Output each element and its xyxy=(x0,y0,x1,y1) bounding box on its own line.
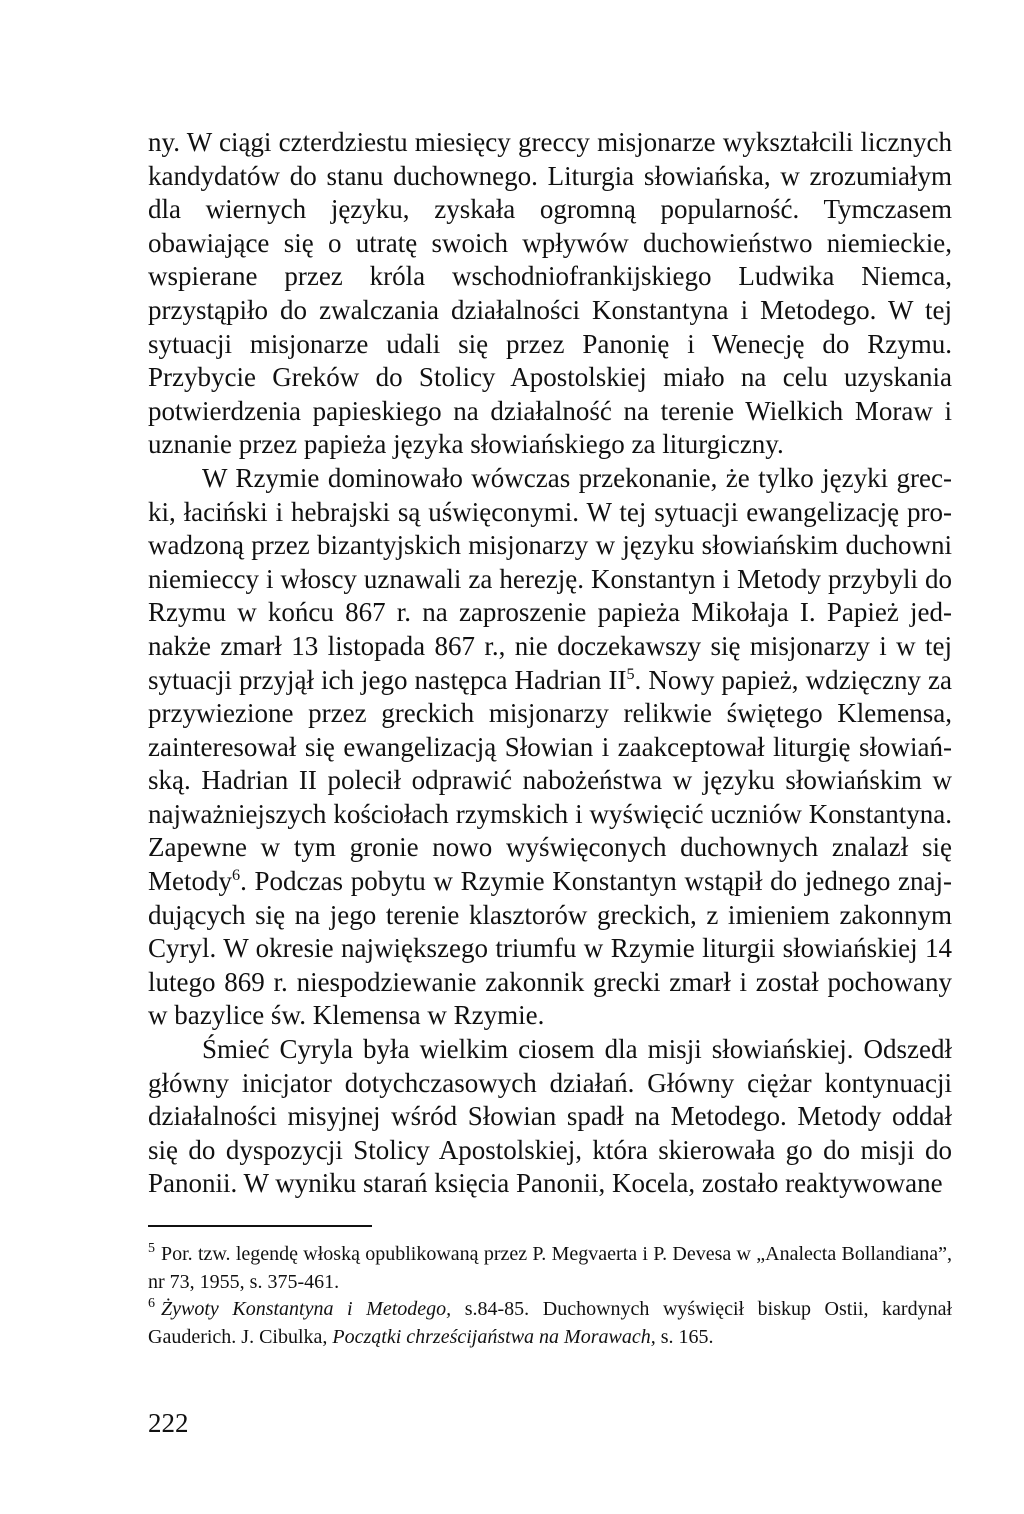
footnote-ref-5[interactable]: 5 xyxy=(626,664,635,683)
main-text xyxy=(148,126,952,1201)
paragraph-3-text: Śmieć Cyryla była wielkim ciosem dla misji słowiańskiej. Odszedł główny inicjator dotychczasowych działań. Główny ciężar kontynuacji działalności misyjnej wśród Słowian spadł na Metodego. Metody oddał się do dyspozycji Stolicy Apostolskiej, która skierowała go do misji do Panonii. W wyniku starań księcia Panonii, Kocela, zostało reaktywowane xyxy=(148,1034,952,1199)
page-content xyxy=(148,126,952,1351)
footnote-6-title: Żywoty Konstantyna i Metodego, xyxy=(161,1298,452,1320)
footnote-5 xyxy=(148,1241,952,1296)
paragraph-2-text-b: . Nowy papież, wdzięczny za przywiezione przez greckich misjonarzy relikwie świętego Klemensa, zainteresował się ewangelizacją Słowian i zaakceptował liturgię słowiańską. Hadrian II polecił odprawić nabożeństwa w języku słowiańskim w najważniejszych kościołach rzymskich i wyświęcić uczniów Konstantyna. Zapewne w tym gronie nowo wyświęconych duchownych znalazł się Metody xyxy=(148,664,952,897)
footnote-5-text: Por. tzw. legendę włoską opublikowaną przez P. Megvaerta i P. Devesa w „Analecta Bollandiana”, nr 73, 1955, s. 375-461. xyxy=(148,1243,952,1293)
paragraph-2 xyxy=(148,462,952,1033)
footnotes xyxy=(148,1241,952,1351)
footnote-6-text-end: s. 165. xyxy=(655,1325,714,1348)
paragraph-2-text-a: W Rzymie dominowało wówczas przekonanie, że tylko języki grecki, łaciński i hebrajski są uświęconymi. W tej sytuacji ewangelizację prowadzoną przez bizantyjskich misjonarzy w języku słowiańskim duchowni niemieccy i włoscy uznawali za herezję. Konstantyn i Metody przybyli do Rzymu w końcu 867 r. na zaproszenie papieża Mikołaja I. Papież jednakże zmarł 13 listopada 867 r., nie doczekawszy się misjonarzy i w tej sytuacji przyjął ich jego następca Hadrian II xyxy=(148,462,952,695)
paragraph-1-text: ny. W ciągi czterdziestu miesięcy greccy misjonarze wykształcili licznych kandydatów do stanu duchownego. Liturgia słowiańska, w zrozumiałym dla wiernych języku, zyskała ogromną popularność. Tymczasem obawiające się o utratę swoich wpływów duchowieństwo niemieckie, wspierane przez króla wschodniofrankijskiego Ludwika Niemca, przystąpiło do zwalczania działalności Konstantyna i Metodego. W tej sytuacji misjonarze udali się przez Panonię i Wenecję do Rzymu. Przybycie Greków do Stolicy Apostolskiej miało na celu uzyskania potwierdzenia papieskiego na działalność na terenie Wielkich Moraw i uznanie przez papieża języka słowiańskiego za liturgiczny. xyxy=(148,127,952,460)
footnote-5-mark: 5 xyxy=(148,1241,155,1257)
paragraph-1 xyxy=(148,126,952,462)
footnote-6-title2: Początki chrześcijaństwa na Morawach, xyxy=(332,1325,656,1348)
paragraph-2-text-c: . Podczas pobytu w Rzymie Konstantyn wstąpił do jednego znajdujących się na jego terenie klasztorów greckich, z imieniem zakonnym Cyryl. W okresie największego triumfu w Rzymie liturgii słowiańskiej 14 lutego 869 r. niespodziewanie zakonnik grecki zmarł i został pochowany w bazylice św. Klemensa w Rzymie. xyxy=(148,866,952,1031)
footnote-ref-6[interactable]: 6 xyxy=(232,866,241,885)
paragraph-3 xyxy=(148,1033,952,1201)
page-number: 222 xyxy=(148,1408,189,1438)
footnote-6 xyxy=(148,1296,952,1351)
footnote-divider xyxy=(148,1225,372,1227)
footnote-6-text: s.84-85. Duchownych wyświęcił biskup Ostii, kardynał Gauderich. J. Cibulka, xyxy=(148,1298,952,1348)
footnote-6-mark: 6 xyxy=(148,1296,155,1312)
